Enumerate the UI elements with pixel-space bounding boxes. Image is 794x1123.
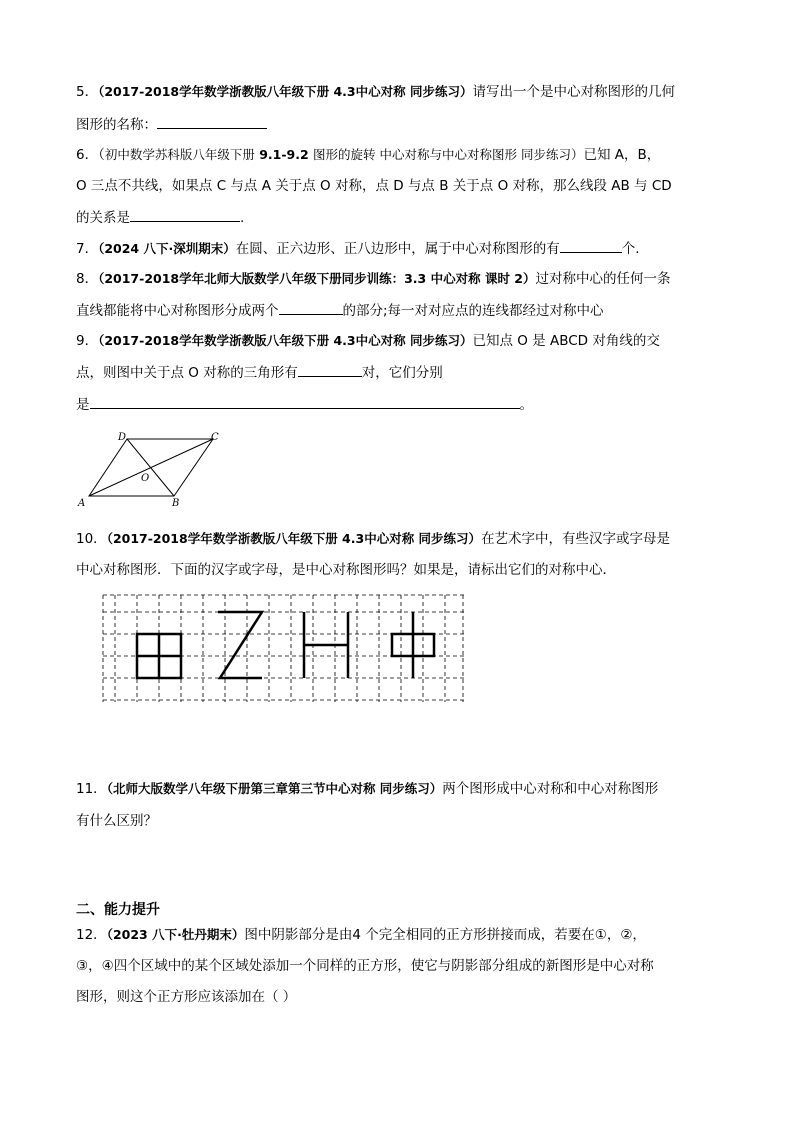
label-c: C xyxy=(211,432,219,443)
q8-text1: 过对称中心的任何一条 xyxy=(535,271,671,287)
section-title: 二、能力提升 xyxy=(76,902,160,918)
q11-text2: 有什么区别？ xyxy=(76,813,157,829)
q9-source: （2017-2018学年数学浙教版八年级下册 4.3中心对称 同步练习） xyxy=(98,333,473,348)
q5-text1: 请写出一个是中心对称图形的几何 xyxy=(472,84,675,100)
q11-line1 xyxy=(76,779,658,799)
q8-number: 8． xyxy=(76,271,99,287)
q10-line2 xyxy=(76,560,616,580)
q11-source: （北师大版数学八年级下册第三章第三节中心对称 同步练习） xyxy=(106,781,443,796)
q10-line1 xyxy=(76,529,670,549)
q6-source-plain: 初中数学苏科版八年级下册 xyxy=(104,147,255,162)
q6-source-plain2: 图形的旋转 中心对称与中心对称图形 同步练习） xyxy=(313,147,584,162)
q10-source: （2017-2018学年数学浙教版八年级下册 4.3中心对称 同步练习） xyxy=(106,531,482,546)
q12-source: （2023 八下·牡丹期末） xyxy=(106,927,245,942)
q8-answer-blank[interactable] xyxy=(279,300,343,315)
character-grid-figure xyxy=(98,590,468,710)
q11-text1: 两个图形成中心对称和中心对称图形 xyxy=(442,781,659,797)
q6-text3-end: . xyxy=(240,210,245,226)
q6-text3: 的关系是 xyxy=(76,210,130,226)
q8-line2 xyxy=(76,300,604,321)
q10-number: 10． xyxy=(76,531,107,547)
parallelogram-figure xyxy=(70,425,230,515)
q9-text3: 是 xyxy=(76,397,90,413)
q9-number: 9． xyxy=(76,333,99,349)
q7-source: （2024 八下·深圳期末） xyxy=(98,241,236,256)
glyph-tian xyxy=(137,634,181,678)
q12-text2: ③，④四个区域中的某个区域处添加一个同样的正方形，使它与阴影部分组成的新图形是中心对称 xyxy=(76,958,654,974)
q9-text2-end: 对，它们分别 xyxy=(361,365,443,381)
q11-line2 xyxy=(76,811,157,831)
q5-number: 5． xyxy=(76,84,99,100)
q8-text2-end: 的部分;每一对对应点的连线都经过对称中心 xyxy=(342,303,604,319)
q9-count-blank[interactable] xyxy=(298,362,362,377)
q12-text1: 图中阴影部分是由4 个完全相同的正方形拼接而成，若要在①，②， xyxy=(244,927,646,943)
q11-number: 11． xyxy=(76,781,107,797)
q9-text2: 点，则图中关于点 O 对称的三角形有 xyxy=(76,365,298,381)
q6-line2 xyxy=(76,176,672,196)
q12-line2 xyxy=(76,956,654,976)
q12-line3 xyxy=(76,987,296,1007)
q6-source-open: （ xyxy=(98,147,105,163)
q5-line2 xyxy=(76,114,267,135)
q6-line3 xyxy=(76,207,244,228)
q5-text2: 图形的名称： xyxy=(76,117,157,133)
q7-text1-end: 个. xyxy=(621,241,640,257)
q6-text1: 已知 A，B， xyxy=(583,147,661,163)
glyph-letter-h xyxy=(304,612,348,678)
q9-line1 xyxy=(76,331,660,351)
q6-source-bold: 9.1-9.2 xyxy=(254,147,314,162)
q8-text2: 直线都能将中心对称图形分成两个 xyxy=(76,303,279,319)
q12-text3: 图形，则这个正方形应该添加在（ ） xyxy=(76,989,297,1005)
q5-line1 xyxy=(76,82,675,102)
dashed-grid xyxy=(103,595,465,702)
q6-number: 6． xyxy=(76,147,99,163)
q6-text2: O 三点不共线，如果点 C 与点 A 关于点 O 对称，点 D 与点 B 关于点 O 对称，那么线段 AB 与 CD xyxy=(76,178,672,194)
glyph-zhong xyxy=(392,612,434,678)
q12-line1 xyxy=(76,925,646,945)
q8-line1 xyxy=(76,269,671,289)
q7-answer-blank[interactable] xyxy=(560,238,622,253)
q9-text1: 已知点 O 是 ABCD 对角线的交 xyxy=(472,333,660,349)
q6-line1 xyxy=(76,145,660,165)
label-b: B xyxy=(172,498,180,509)
q12-number: 12． xyxy=(76,927,107,943)
diagonal-bd xyxy=(127,439,174,496)
q5-answer-blank[interactable] xyxy=(157,114,267,129)
q7-number: 7． xyxy=(76,241,99,257)
q7-text1: 在圆、正六边形、正八边形中，属于中心对称图形的有 xyxy=(235,241,560,257)
label-a: A xyxy=(78,498,86,509)
q9-list-blank[interactable] xyxy=(90,394,520,409)
label-o: O xyxy=(141,473,150,484)
q7-line1 xyxy=(76,238,640,259)
label-d: D xyxy=(118,432,127,443)
q10-text2: 中心对称图形．下面的汉字或字母，是中心对称图形吗？如果是，请标出它们的对称中心． xyxy=(76,562,616,578)
q9-line3 xyxy=(76,394,533,415)
q9-text3-end: 。 xyxy=(519,397,533,413)
q8-source: （2017-2018学年北师大版数学八年级下册同步训练：3.3 中心对称 课时 2） xyxy=(98,271,536,286)
q9-line2 xyxy=(76,362,443,383)
q5-source: （2017-2018学年数学浙教版八年级下册 4.3中心对称 同步练习） xyxy=(98,84,473,99)
q6-answer-blank[interactable] xyxy=(130,207,240,222)
q10-text1: 在艺术字中，有些汉字或字母是 xyxy=(481,531,671,547)
